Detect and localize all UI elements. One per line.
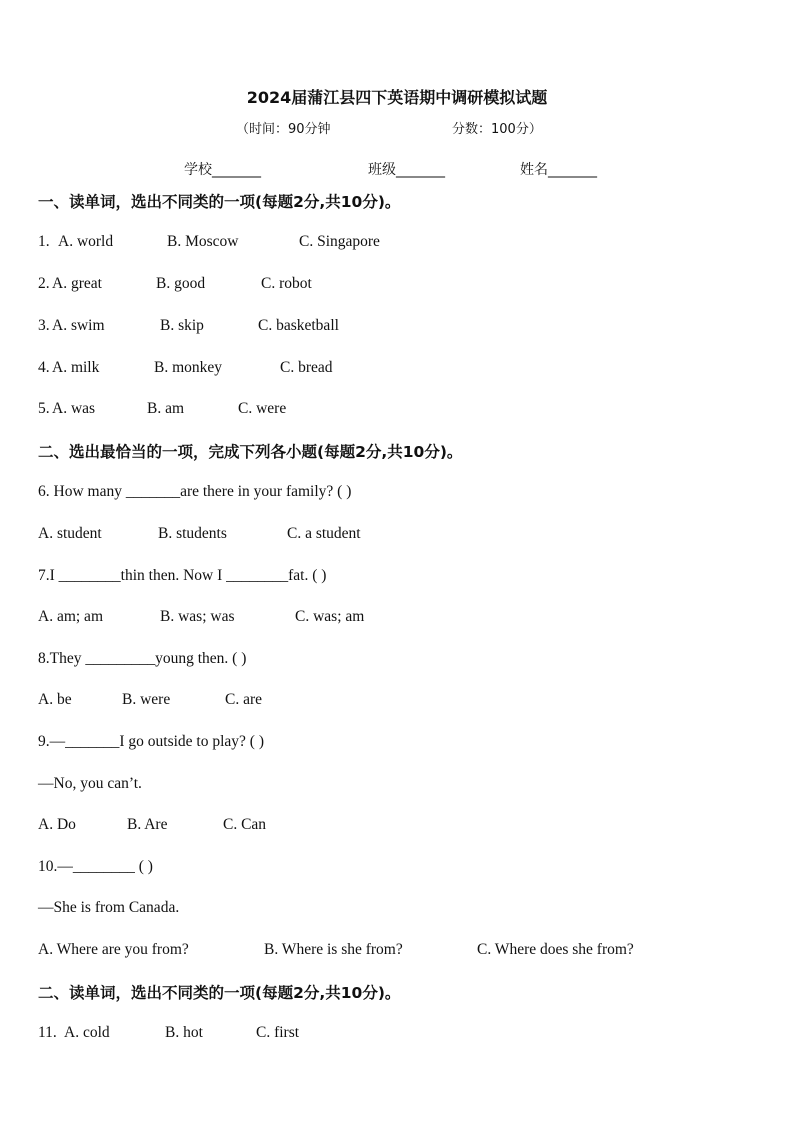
section-heading-1: 一、读单词，选出不同类的一项(每题2分,共10分)。 <box>38 193 401 211</box>
question-9-answer: —No, you can’t. <box>38 775 142 792</box>
exam-score: 分数：100分） <box>452 122 542 137</box>
option-b: B. were <box>122 691 171 708</box>
option-b: B. students <box>158 525 227 542</box>
question-9-stem: 9.—_______I go outside to play? ( ) <box>38 733 265 750</box>
option-a: A. Where are you from? <box>38 941 189 958</box>
section-heading-2: 二、选出最恰当的一项，完成下列各小题(每题2分,共10分)。 <box>38 443 463 461</box>
question-number: 5. <box>38 400 50 417</box>
option-c: C. was; am <box>295 608 365 625</box>
option-a: A. swim <box>52 317 105 334</box>
name-field: 姓名_______ <box>520 162 597 178</box>
option-b: B. hot <box>165 1024 203 1041</box>
option-b: B. was; was <box>160 608 235 625</box>
option-b: B. skip <box>160 317 204 334</box>
exam-time: （时间：90分钟 <box>236 122 331 137</box>
option-a: A. be <box>38 691 72 708</box>
option-b: B. am <box>147 400 185 417</box>
option-c: C. first <box>256 1024 300 1041</box>
question-7-stem: 7.I ________thin then. Now I ________fat. ( ) <box>38 567 327 584</box>
option-c: C. bread <box>280 359 333 376</box>
question-number: 4. <box>38 359 50 376</box>
option-c: C. Where does she from? <box>477 941 634 958</box>
option-c: C. basketball <box>258 317 339 334</box>
exam-title: 2024届蒲江县四下英语期中调研模拟试题 <box>246 88 548 107</box>
question-10-stem: 10.—________ ( ) <box>38 858 153 875</box>
option-b: B. Where is she from? <box>264 941 403 958</box>
question-number: 1. <box>38 233 50 250</box>
option-c: C. are <box>225 691 263 708</box>
class-field: 班级_______ <box>368 162 445 178</box>
option-a: A. Do <box>38 816 76 833</box>
section-heading-3: 二、读单词，选出不同类的一项(每题2分,共10分)。 <box>38 984 401 1002</box>
option-a: A. milk <box>52 359 100 376</box>
question-8-stem: 8.They _________young then. ( ) <box>38 650 247 667</box>
option-c: C. Singapore <box>299 233 380 250</box>
school-field: 学校_______ <box>184 162 261 178</box>
option-b: B. good <box>156 275 206 292</box>
option-b: B. Are <box>127 816 168 833</box>
option-a: A. world <box>58 233 114 250</box>
option-c: C. a student <box>287 525 361 542</box>
question-10-answer: —She is from Canada. <box>38 899 180 916</box>
option-c: C. Can <box>223 816 267 833</box>
option-b: B. monkey <box>154 359 223 376</box>
option-c: C. were <box>238 400 287 417</box>
question-number: 3. <box>38 317 50 334</box>
option-a: A. was <box>52 400 96 417</box>
question-6-stem: 6. How many _______are there in your family? ( ) <box>38 483 352 500</box>
option-a: A. am; am <box>38 608 103 625</box>
option-a: A. student <box>38 525 102 542</box>
option-c: C. robot <box>261 275 312 292</box>
option-b: B. Moscow <box>167 233 239 250</box>
option-a: A. cold <box>64 1024 110 1041</box>
question-number: 11. <box>38 1024 57 1041</box>
question-number: 2. <box>38 275 50 292</box>
option-a: A. great <box>52 275 102 292</box>
